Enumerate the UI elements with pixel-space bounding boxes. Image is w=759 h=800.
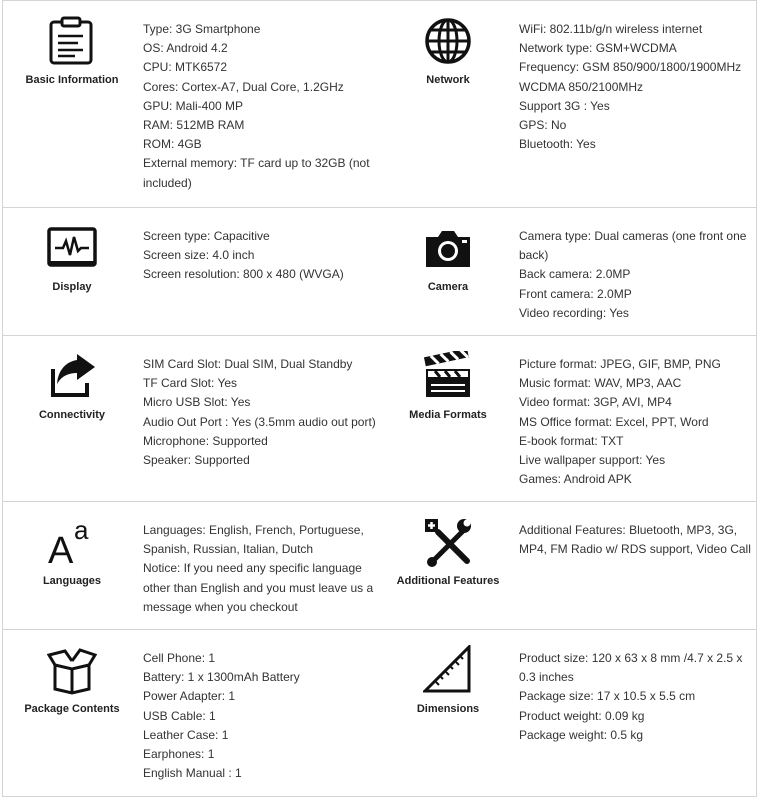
box-icon — [47, 645, 97, 695]
spec-row-display-camera — [3, 208, 756, 336]
spec-line: Speaker: Supported — [143, 453, 250, 468]
spec-cell-camera — [379, 208, 517, 335]
spec-details-display — [141, 208, 379, 335]
spec-line: Product weight: 0.09 kg — [519, 708, 645, 723]
globe-icon — [423, 16, 473, 66]
spec-line: Games: Android APK — [519, 472, 632, 487]
spec-line: Back camera: 2.0MP — [519, 267, 631, 282]
spec-row-connectivity-media — [3, 336, 756, 502]
spec-line: OS: Android 4.2 — [143, 41, 228, 56]
spec-line: SIM Card Slot: Dual SIM, Dual Standby — [143, 357, 353, 371]
spec-line: ROM: 4GB — [143, 137, 202, 152]
spec-details-additional-features — [517, 502, 757, 629]
spec-line: Frequency: GSM 850/900/1800/1900MHz — [519, 60, 742, 75]
spec-line: Product size: 120 x 63 x 8 mm /4.7 x 2.5 x 0.3 inches — [519, 651, 743, 685]
spec-details-network — [517, 1, 757, 207]
spec-cell-network — [379, 1, 517, 207]
spec-line: WiFi: 802.11b/g/n wireless internet — [519, 22, 703, 36]
spec-cell-languages — [3, 502, 141, 629]
spec-details-media-formats — [517, 336, 757, 501]
spec-cell-dimensions — [379, 630, 517, 796]
spec-cell-connectivity — [3, 336, 141, 501]
camera-icon — [423, 223, 473, 273]
spec-line: Cell Phone: 1 — [143, 651, 216, 665]
spec-line: Screen type: Capacitive — [143, 229, 270, 243]
spec-line: Screen size: 4.0 inch — [143, 248, 255, 263]
section-label: Display — [52, 281, 92, 293]
spec-details-languages — [141, 502, 379, 629]
section-label: Package Contents — [24, 703, 120, 715]
spec-line: GPU: Mali-400 MP — [143, 98, 244, 113]
spec-line: Bluetooth: Yes — [519, 137, 596, 152]
spec-row-package-dimensions — [3, 630, 756, 797]
spec-line: Live wallpaper support: Yes — [519, 453, 666, 468]
spec-line: USB Cable: 1 — [143, 708, 216, 723]
language-icon-letter-a: A — [48, 530, 74, 567]
tools-icon — [423, 517, 473, 567]
spec-line: Package weight: 0.5 kg — [519, 727, 644, 742]
monitor-icon — [47, 223, 97, 273]
share-icon — [47, 351, 97, 401]
language-icon — [46, 517, 98, 567]
clipboard-icon — [47, 16, 97, 66]
spec-line: Video recording: Yes — [519, 305, 629, 320]
spec-line: Front camera: 2.0MP — [519, 286, 632, 301]
spec-line: Battery: 1 x 1300mAh Battery — [143, 670, 300, 685]
section-label: Languages — [42, 575, 102, 587]
spec-details-camera — [517, 208, 757, 335]
spec-line: Languages: English, French, Portuguese, Spanish, Russian, Italian, Dutch — [143, 523, 364, 557]
spec-line: Cores: Cortex-A7, Dual Core, 1.2GHz — [143, 79, 344, 94]
section-label: Media Formats — [409, 409, 487, 421]
section-label: Additional Features — [396, 575, 500, 587]
spec-line: Micro USB Slot: Yes — [143, 395, 251, 410]
spec-line: TF Card Slot: Yes — [143, 376, 238, 391]
spec-line: Type: 3G Smartphone — [143, 22, 261, 36]
spec-line: E-book format: TXT — [519, 433, 624, 448]
spec-cell-display — [3, 208, 141, 335]
spec-details-package-contents — [141, 630, 379, 796]
spec-line: Package size: 17 x 10.5 x 5.5 cm — [519, 689, 696, 704]
spec-line: Screen resolution: 800 x 480 (WVGA) — [143, 267, 344, 282]
spec-line: Earphones: 1 — [143, 747, 215, 762]
spec-table — [2, 0, 757, 797]
spec-line: English Manual : 1 — [143, 766, 242, 781]
spec-line: Network type: GSM+WCDMA — [519, 41, 677, 56]
spec-cell-package-contents — [3, 630, 141, 796]
language-icon-letter-small-a: a — [74, 517, 89, 545]
spec-line: Power Adapter: 1 — [143, 689, 236, 704]
section-label: Camera — [427, 281, 469, 293]
section-label: Dimensions — [416, 703, 480, 715]
spec-cell-basic-information — [3, 1, 141, 207]
spec-line: Picture format: JPEG, GIF, BMP, PNG — [519, 357, 721, 371]
spec-line: RAM: 512MB RAM — [143, 118, 245, 133]
spec-line: GPS: No — [519, 118, 567, 133]
spec-line: Music format: WAV, MP3, AAC — [519, 376, 682, 391]
section-label: Connectivity — [38, 409, 105, 421]
spec-line: Camera type: Dual cameras (one front one back) — [519, 229, 747, 263]
spec-line: Video format: 3GP, AVI, MP4 — [519, 395, 672, 410]
section-label: Basic Information — [25, 74, 119, 86]
section-label: Network — [426, 74, 470, 86]
spec-row-basic-network — [3, 0, 756, 208]
clapperboard-icon — [423, 351, 473, 401]
spec-details-basic-information — [141, 1, 379, 207]
spec-details-dimensions — [517, 630, 757, 796]
spec-line: Leather Case: 1 — [143, 727, 229, 742]
ruler-triangle-icon — [423, 645, 473, 695]
spec-line: MS Office format: Excel, PPT, Word — [519, 414, 709, 429]
spec-details-connectivity — [141, 336, 379, 501]
spec-line: External memory: TF card up to 32GB (not included) — [143, 156, 370, 190]
spec-row-languages-features — [3, 502, 756, 630]
spec-line: Support 3G : Yes — [519, 98, 610, 113]
spec-line: WCDMA 850/2100MHz — [519, 79, 644, 94]
spec-line: Audio Out Port : Yes (3.5mm audio out port) — [143, 414, 376, 429]
spec-line: CPU: MTK6572 — [143, 60, 228, 75]
spec-cell-additional-features — [379, 502, 517, 629]
spec-line: Additional Features: Bluetooth, MP3, 3G, MP4, FM Radio w/ RDS support, Video Call — [519, 523, 751, 557]
spec-cell-media-formats — [379, 336, 517, 501]
spec-line: Microphone: Supported — [143, 433, 268, 448]
spec-line: Notice: If you need any specific language other than English and you must leave us a message when you checkout — [143, 561, 374, 614]
